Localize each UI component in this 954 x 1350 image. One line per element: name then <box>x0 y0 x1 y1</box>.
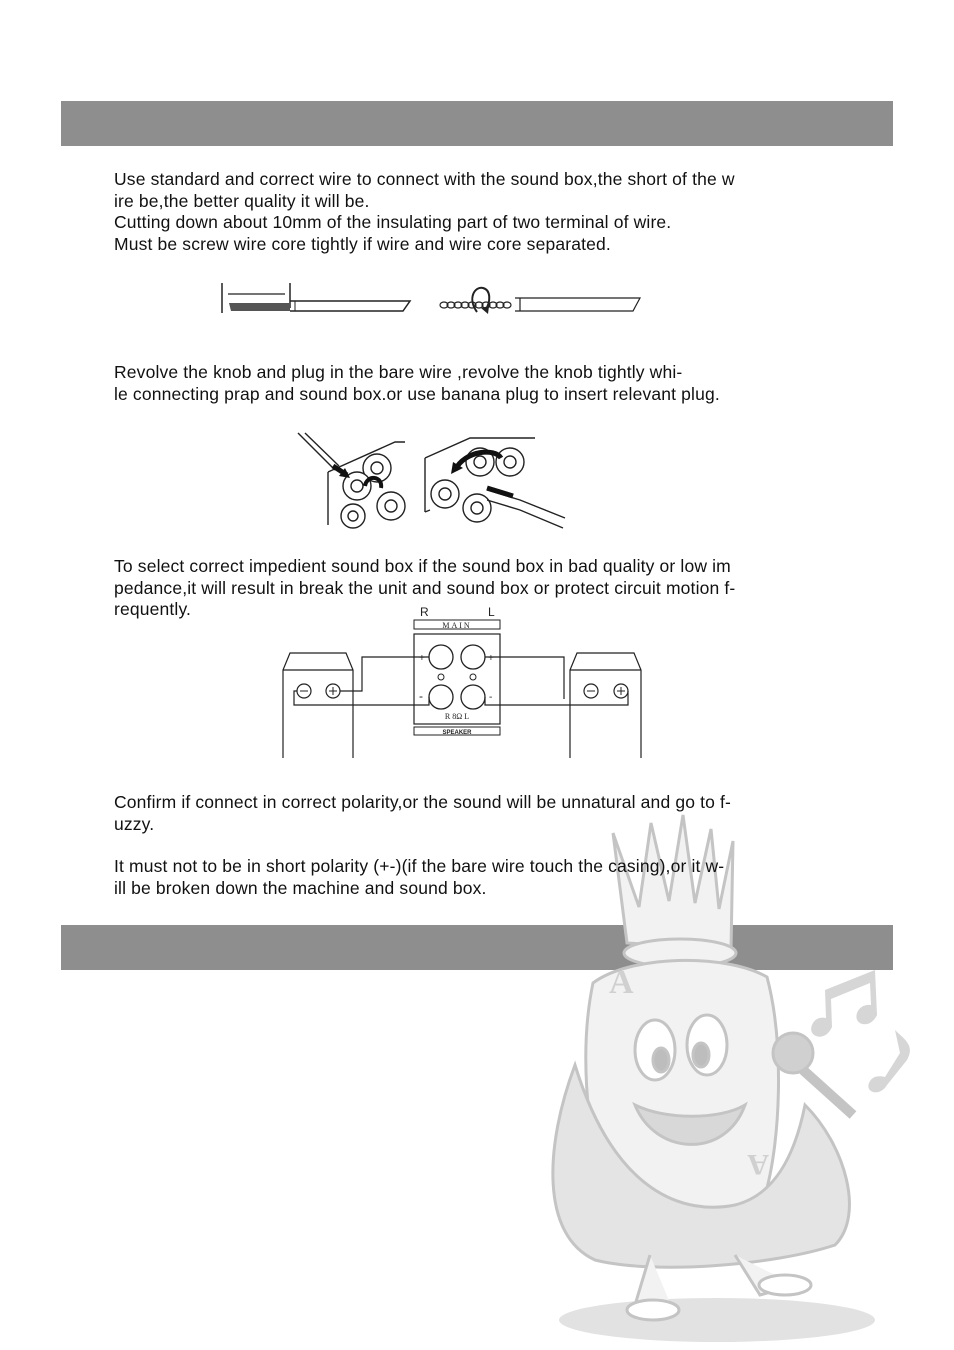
knob-instructions-paragraph <box>114 362 874 405</box>
text-line: ire be,the better quality it will be. <box>114 190 370 211</box>
text-line: le connecting prap and sound box.or use banana plug to insert relevant plug. <box>114 383 720 404</box>
svg-text:A: A <box>609 964 634 1001</box>
text-line: It must not to be in short polarity (+-)(if the bare wire touch the casing),or it w- <box>114 856 725 876</box>
main-label: MAIN <box>442 621 472 630</box>
binding-post-illustration <box>295 430 580 530</box>
wire-instructions-paragraph <box>114 169 874 255</box>
plus-sign: + <box>488 653 494 664</box>
text-line: Revolve the knob and plug in the bare wire ,revolve the knob tightly whi- <box>114 362 683 382</box>
text-line: pedance,it will result in break the unit and sound box or protect circuit motion f- <box>114 577 736 598</box>
label-l: L <box>488 605 495 619</box>
speaker-connection-diagram <box>280 603 645 763</box>
short-circuit-warning-paragraph <box>114 856 874 899</box>
section-header-bar <box>61 101 893 146</box>
text-line: uzzy. <box>114 813 155 834</box>
impedance-label: R 8Ω L <box>444 712 470 721</box>
minus-sign: - <box>419 689 423 703</box>
speaker-label: SPEAKER <box>442 730 472 736</box>
wire-stripping-illustration <box>215 278 655 322</box>
text-line: Must be screw wire core tightly if wire and wire core separated. <box>114 233 611 254</box>
text-line: To select correct impedient sound box if the sound box in bad quality or low im <box>114 556 731 576</box>
text-line: Cutting down about 10mm of the insulating part of two terminal of wire. <box>114 212 672 232</box>
text-line: Confirm if connect in correct polarity,or the sound will be unnatural and go to f- <box>114 792 732 812</box>
text-line: ill be broken down the machine and sound box. <box>114 877 487 898</box>
label-r: R <box>420 605 429 619</box>
text-line: Use standard and correct wire to connect with the sound box,the short of the w <box>114 169 735 189</box>
plus-sign: + <box>419 653 425 664</box>
minus-sign: - <box>489 692 493 703</box>
svg-text:A: A <box>747 1148 769 1181</box>
text-line: requently. <box>114 599 192 619</box>
